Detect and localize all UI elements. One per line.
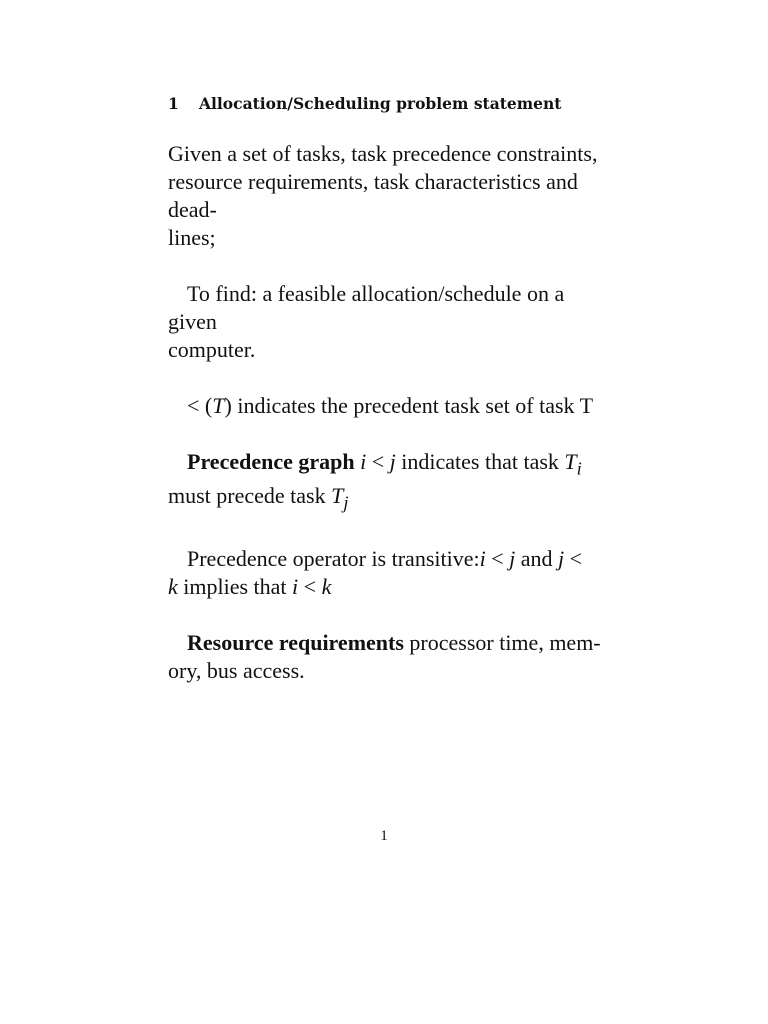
math-i: i xyxy=(479,545,486,571)
math-i: i xyxy=(292,573,299,599)
graph-text-2: must precede task xyxy=(168,483,332,509)
find-line-2: computer. xyxy=(168,337,256,362)
precedence-graph-term: Precedence graph xyxy=(187,449,355,474)
math-k: k xyxy=(321,573,332,599)
resource-paragraph xyxy=(168,629,604,685)
resource-requirements-term: Resource requirements xyxy=(187,629,404,655)
section-title: Allocation/Scheduling problem statement xyxy=(199,94,562,113)
find-line-1: To find: a feasible allocation/schedule on a given xyxy=(168,281,565,334)
given-line-1: Given a set of tasks, task precedence constraints, xyxy=(168,141,598,166)
page-number: 1 xyxy=(380,828,388,844)
less-than-symbol: < xyxy=(187,393,200,418)
transitive-paragraph xyxy=(168,545,604,601)
math-k: k xyxy=(168,573,178,599)
precedence-graph-paragraph xyxy=(168,448,604,517)
math-T: T xyxy=(212,393,225,418)
implies-text: implies that xyxy=(177,573,293,599)
given-paragraph xyxy=(168,140,604,252)
body-text xyxy=(168,140,604,713)
precedent-set-text: indicates the precedent task set of task T xyxy=(231,393,594,418)
precedent-set-paragraph: < (T) indicates the precedent task set of task T xyxy=(187,393,594,418)
resource-text-1: processor time, mem- xyxy=(403,629,601,655)
math-i: i xyxy=(360,449,367,474)
subscript-i: i xyxy=(576,458,582,479)
section-number: 1 xyxy=(168,94,179,113)
subscript-j: j xyxy=(343,492,349,513)
math-j: j xyxy=(509,545,516,571)
find-paragraph xyxy=(168,280,604,364)
less-than-symbol: < xyxy=(569,545,583,571)
math-T-i: $T_i$ xyxy=(564,449,582,479)
graph-text-1: indicates that task xyxy=(395,449,559,474)
given-line-2: resource requirements, task characteristics and dead- xyxy=(168,169,578,222)
less-than-symbol: < xyxy=(303,573,317,599)
section-heading xyxy=(168,94,561,113)
transitive-text: Precedence operator is transitive: xyxy=(187,545,480,571)
resource-text-2: ory, bus access. xyxy=(168,657,305,683)
less-than-symbol: < xyxy=(491,545,504,571)
math-T-j: $T_j$ xyxy=(331,483,349,513)
math-j: j xyxy=(558,545,565,571)
and-text: and xyxy=(515,545,559,571)
less-than-symbol: < xyxy=(371,449,385,474)
math-j: j xyxy=(389,449,396,474)
given-line-3: lines; xyxy=(168,225,216,250)
